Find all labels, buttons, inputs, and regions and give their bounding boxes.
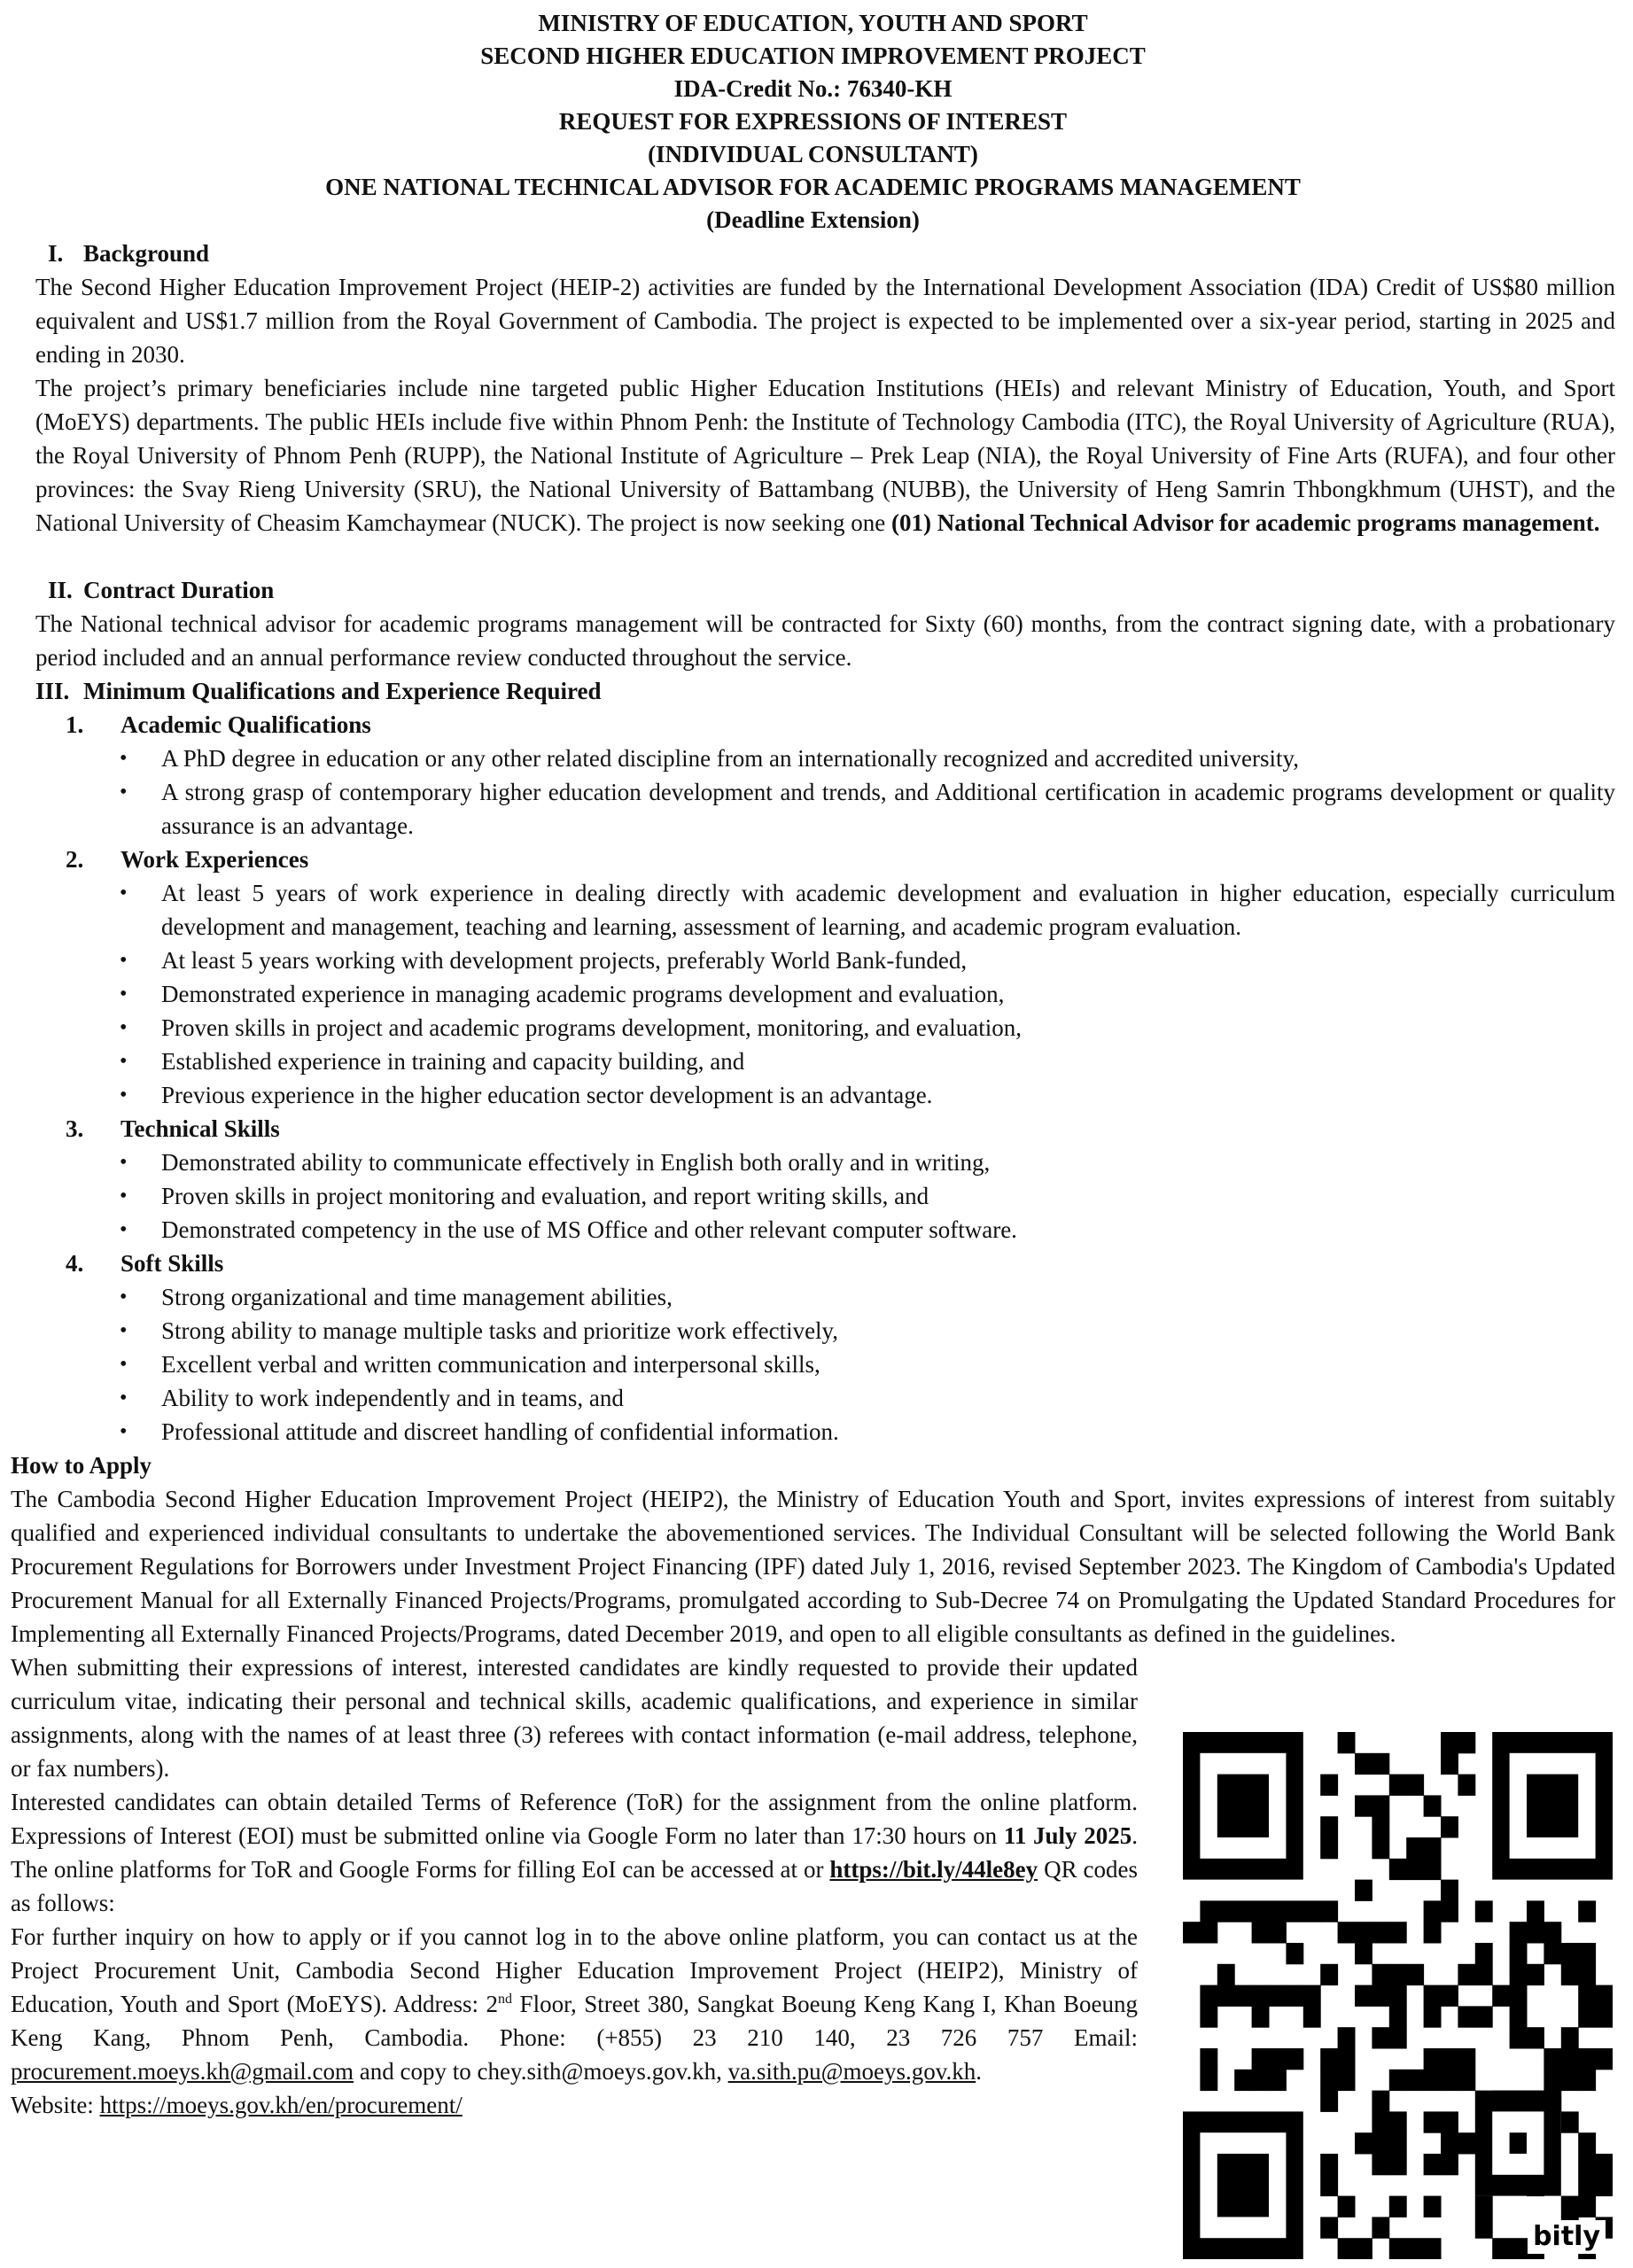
list-item: • A strong grasp of contemporary higher education development and trends, and Additional certification in academic programs development or quality assurance is an advantage. <box>11 775 1615 843</box>
bitly-link[interactable]: https://bit.ly/44le8ey <box>829 1856 1038 1883</box>
background-paragraph-2 <box>35 371 1615 540</box>
website-line <box>11 2088 1138 2122</box>
section-number: II. <box>48 577 73 603</box>
paragraph-text: Floor, Street 380, Sangkat Boeung Keng Kang I, Khan Boeung Keng Kang, Phnom Penh, Cambodia. Phone: (+855) 23 210 140, 23 726 757 Email: <box>11 1991 1139 2051</box>
qr-code-graphic <box>1183 1732 1613 2259</box>
qualification-group-heading <box>66 843 1615 876</box>
list-item: • Strong organizational and time management abilities, <box>11 1280 1615 1314</box>
background-position-title: (01) National Technical Advisor for academic programs management. <box>891 509 1600 536</box>
how-to-apply-paragraph-1: The Cambodia Second Higher Education Improvement Project (HEIP2), the Ministry of Education Youth and Sport, invites expressions of interest from suitably qualified and experienced individual consultants to undertake the abovementioned services. The Individual Consultant will be selected following the World Bank Procurement Regulations for Borrowers under Investment Project Financing (IPF) dated July 1, 2016, revised September 2023. The Kingdom of Cambodia's Updated Procurement Manual for all Externally Financed Projects/Programs, promulgated according to Sub-Decree 74 on Promulgating the Updated Standard Procedures for Implementing all Externally Financed Projects/Programs, dated December 2019, and open to all eligible consultants as defined in the guidelines. <box>11 1486 1615 1647</box>
group-title: Work Experiences <box>121 846 309 873</box>
list-item: • Professional attitude and discreet handling of confidential information. <box>11 1415 1615 1449</box>
qualification-list <box>11 1280 1615 1449</box>
document-header <box>11 7 1615 237</box>
how-to-apply-heading: How to Apply <box>11 1452 152 1479</box>
list-item: • A PhD degree in education or any other related discipline from an internationally recognized and accredited university, <box>11 742 1615 775</box>
qualification-group-heading <box>66 1247 1615 1280</box>
qr-code-icon[interactable] <box>1183 1732 1613 2259</box>
group-title: Soft Skills <box>121 1250 224 1277</box>
spacer <box>11 540 1615 573</box>
list-item: • At least 5 years working with development projects, preferably World Bank-funded, <box>11 944 1615 977</box>
paragraph-text: For further inquiry on how to apply or if you cannot log in to the above online platform, you can contact us at the Project Procurement Unit, Cambodia Second Higher Education Improvement Project (HEIP2), Ministry of Education, Youth and Sport (MoEYS). Address: 2 <box>11 1923 1138 2017</box>
list-item: • Demonstrated ability to communicate effectively in English both orally and in writing, <box>11 1146 1615 1179</box>
group-number: 3. <box>66 1115 84 1142</box>
qualification-list <box>11 742 1615 843</box>
header-project: SECOND HIGHER EDUCATION IMPROVEMENT PROJECT <box>480 43 1146 69</box>
group-title: Technical Skills <box>121 1115 280 1142</box>
header-deadline-extension: (Deadline Extension) <box>706 206 920 233</box>
qualification-list <box>11 1146 1615 1247</box>
section-qualifications-heading <box>35 674 1615 708</box>
header-request: REQUEST FOR EXPRESSIONS OF INTEREST <box>558 108 1068 135</box>
list-item: • Ability to work independently and in teams, and <box>11 1381 1615 1415</box>
paragraph-text: . <box>976 2058 982 2085</box>
paragraph-text: . The online platforms for ToR and Google Forms for filling EoI can be accessed at or <box>11 1822 1139 1883</box>
list-item: • Demonstrated experience in managing academic programs development and evaluation, <box>11 977 1615 1011</box>
group-number: 4. <box>66 1250 84 1277</box>
website-label: Website: <box>11 2092 100 2118</box>
list-item: • Demonstrated competency in the use of MS Office and other relevant computer software. <box>11 1213 1615 1247</box>
group-number: 2. <box>66 846 84 873</box>
how-to-apply-paragraph-3 <box>11 1785 1138 1920</box>
list-item: • Strong ability to manage multiple tasks and prioritize work effectively, <box>11 1314 1615 1348</box>
group-number: 1. <box>66 711 84 738</box>
how-to-apply-paragraph-4 <box>11 1920 1138 2088</box>
website-link[interactable]: https://moeys.gov.kh/en/procurement/ <box>99 2092 463 2118</box>
section-title: Contract Duration <box>83 577 275 603</box>
section-number: I. <box>48 240 64 267</box>
list-item: • Proven skills in project and academic programs development, monitoring, and evaluation, <box>11 1011 1615 1045</box>
header-position: ONE NATIONAL TECHNICAL ADVISOR FOR ACADEMIC PROGRAMS MANAGEMENT <box>325 174 1301 200</box>
header-consultant-type: (INDIVIDUAL CONSULTANT) <box>648 141 978 167</box>
section-contract-heading <box>48 573 1615 607</box>
contract-paragraph: The National technical advisor for academic programs management will be contracted for Sixty (60) months, from the contract signing date, with a probationary period included and an annual performance review conducted throughout the service. <box>35 610 1615 671</box>
deadline-date: 11 July 2025 <box>1003 1822 1132 1849</box>
section-background-heading <box>48 237 1615 270</box>
background-paragraph-1: The Second Higher Education Improvement Project (HEIP-2) activities are funded by the International Development Association (IDA) Credit of US$80 million equivalent and US$1.7 million from the Royal Government of Cambodia. The project is expected to be implemented over a six-year period, starting in 2025 and ending in 2030. <box>35 274 1615 368</box>
how-to-apply-paragraph-2: When submitting their expressions of interest, interested candidates are kindly requested to provide their updated curriculum vitae, indicating their personal and technical skills, academic qualifications, and experience in similar assignments, along with the names of at least three (3) referees with contact information (e-mail address, telephone, or fax numbers). <box>11 1654 1138 1782</box>
superscript: nd <box>498 1992 513 2007</box>
email-link-procurement[interactable]: procurement.moeys.kh@gmail.com <box>11 2058 354 2085</box>
qualification-group-heading <box>66 1112 1615 1146</box>
how-to-apply-left-column <box>11 1651 1138 2122</box>
section-title: Minimum Qualifications and Experience Required <box>83 678 602 704</box>
paragraph-text: QR codes as follows: <box>11 1856 1138 1916</box>
list-item: • Proven skills in project monitoring and evaluation, and report writing skills, and <box>11 1179 1615 1213</box>
group-title: Academic Qualifications <box>121 711 371 738</box>
list-item: • At least 5 years of work experience in dealing directly with academic development and evaluation in higher education, especially curriculum development and management, teaching and learning, assessment of learning, and academic program evaluation. <box>11 876 1615 944</box>
qualification-list <box>11 876 1615 1112</box>
list-item: • Previous experience in the higher education sector development is an advantage. <box>11 1078 1615 1112</box>
qualification-group-heading <box>66 708 1615 742</box>
header-ministry: MINISTRY OF EDUCATION, YOUTH AND SPORT <box>538 10 1088 36</box>
paragraph-text: Interested candidates can obtain detailed Terms of Reference (ToR) for the assignment from the online platform. Expressions of Interest (EOI) must be submitted online via Google Form no later than 17:30 hours on <box>11 1789 1138 1849</box>
list-item: • Established experience in training and capacity building, and <box>11 1045 1615 1078</box>
background-paragraph-2-text: The project’s primary beneficiaries include nine targeted public Higher Education Institutions (HEIs) and relevant Ministry of Education, Youth, and Sport (MoEYS) departments. The public HEIs include five within Phnom Penh: the Institute of Technology Cambodia (ITC), the Royal University of Agriculture (RUA), the Royal University of Phnom Penh (RUPP), the National Institute of Agriculture – Prek Leap (NIA), the Royal University of Fine Arts (RUFA), and four other provinces: the Svay Rieng University (SRU), the National University of Battambang (NUBB), the University of Heng Samrin Thbongkhmum (UHST), and the National University of Cheasim Kamchaymear (NUCK). The project is now seeking one <box>35 375 1615 536</box>
header-credit-no: IDA-Credit No.: 76340-KH <box>673 75 953 102</box>
section-title: Background <box>83 240 210 267</box>
email-link-vasith[interactable]: va.sith.pu@moeys.gov.kh <box>727 2058 976 2085</box>
paragraph-text: and copy to chey.sith@moeys.gov.kh, <box>354 2058 728 2085</box>
bitly-logo: bitly <box>1528 2220 1606 2254</box>
list-item: • Excellent verbal and written communication and interpersonal skills, <box>11 1348 1615 1381</box>
section-number: III. <box>35 678 70 704</box>
